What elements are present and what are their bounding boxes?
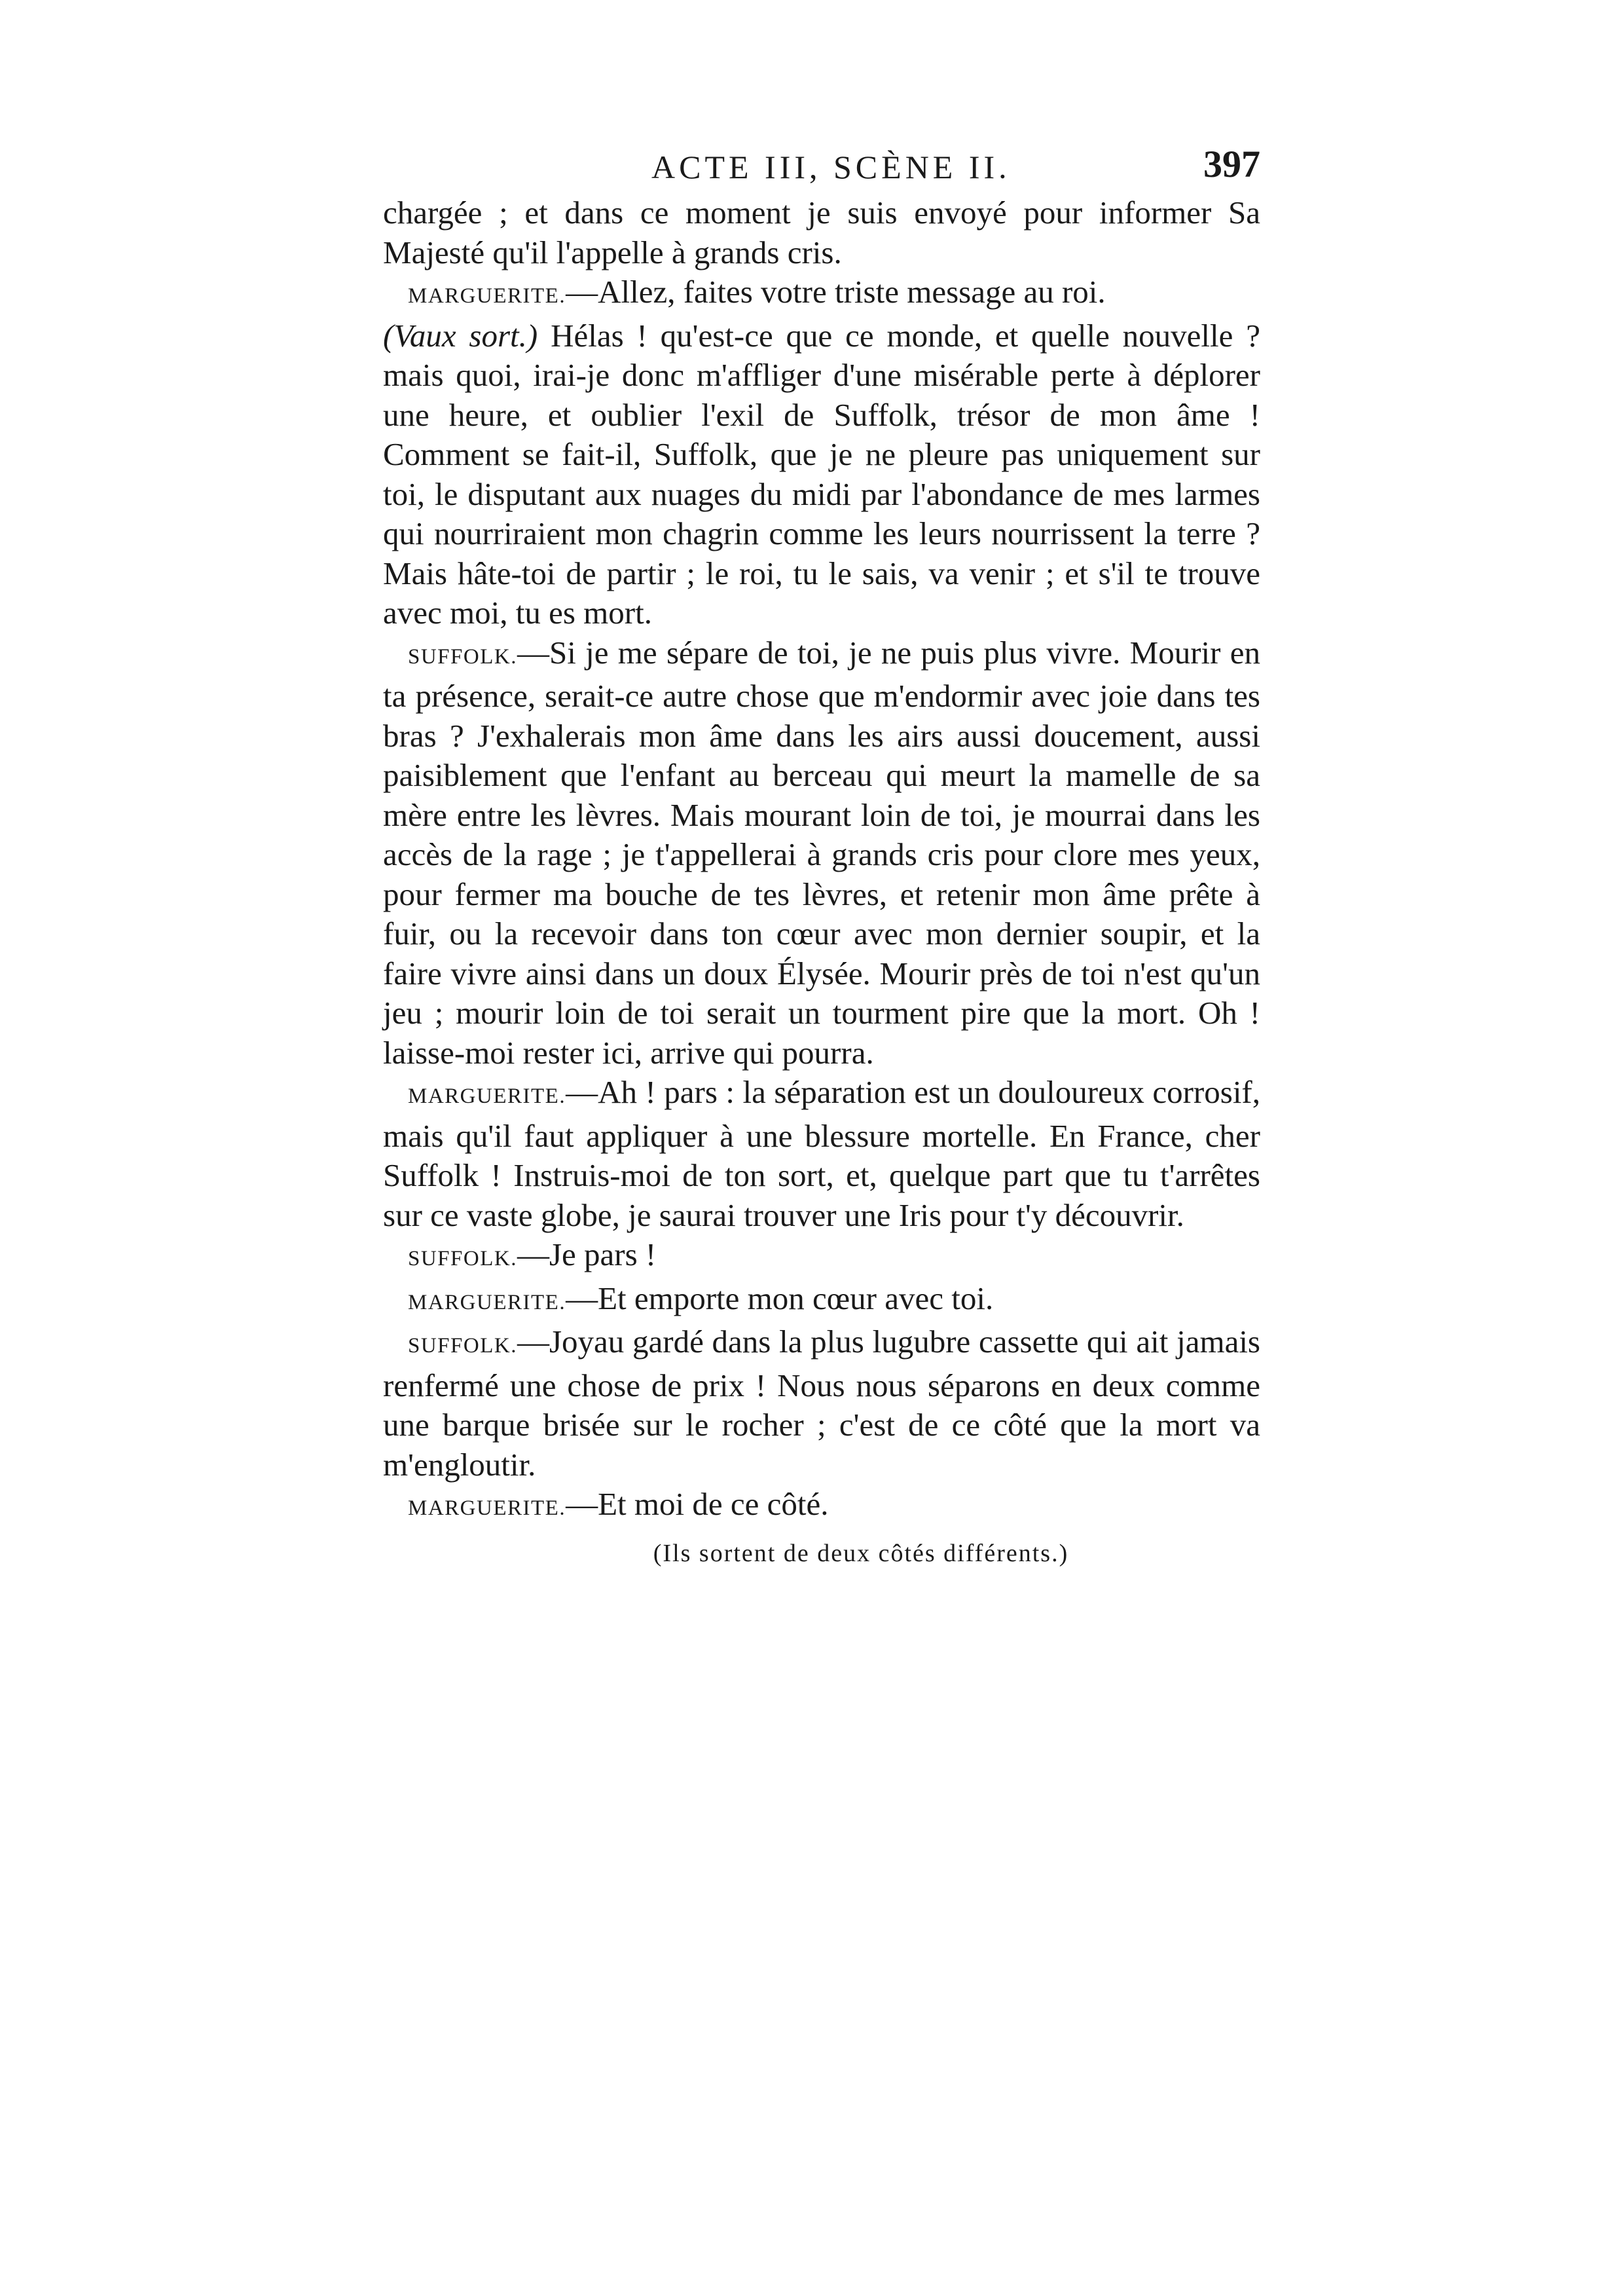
- speech-marguerite: [383, 1279, 1260, 1323]
- speaker-name: MARGUERITE.: [408, 1290, 566, 1314]
- speech-text: Hélas ! qu'est-ce que ce monde, et quelle nouvelle ? mais quoi, irai-je donc m'affliger d'une misérable perte à déplorer une heure, et oublier l'exil de Suffolk, trésor de mon âme ! Comment se fait-il, Suffolk, que je ne pleure pas uniquement sur toi, le disputant aux nuages du midi par l'abondance de mes larmes qui nourriraient mon chagrin comme les leurs nourrissent la terre ? Mais hâte-toi de partir ; le roi, tu le sais, va venir ; et s'il te trouve avec moi, tu es mort.: [383, 317, 1260, 631]
- running-title: ACTE III, SCÈNE II.: [651, 149, 1011, 185]
- speaker-name: SUFFOLK.: [408, 1334, 517, 1358]
- speech-suffolk: [383, 1322, 1260, 1485]
- speech-text: —Joyau gardé dans la plus lugubre cassette qui ait jamais renfermé une chose de prix ! Nous nous séparons en deux comme une barque brisée sur le rocher ; c'est de ce côté que la mort va m'engloutir.: [383, 1324, 1260, 1483]
- speech-text: —Et emporte mon cœur avec toi.: [566, 1280, 994, 1316]
- speech-suffolk: [383, 633, 1260, 1073]
- speaker-name: SUFFOLK.: [408, 644, 517, 669]
- speech-text: —Je pars !: [517, 1236, 657, 1272]
- running-head: [383, 141, 1260, 193]
- closing-stage-direction: (Ils sortent de deux côtés différents.): [653, 1539, 1069, 1567]
- speaker-name: SUFFOLK.: [408, 1247, 517, 1270]
- speaker-name: MARGUERITE.: [408, 1496, 566, 1520]
- page-number: 397: [1203, 143, 1260, 185]
- speaker-name: MARGUERITE.: [408, 1084, 566, 1108]
- speech-text: —Allez, faites votre triste message au roi.: [566, 274, 1106, 310]
- speech-marguerite: [383, 1073, 1260, 1235]
- stage-direction: (Vaux sort.): [383, 317, 538, 354]
- speaker-name: MARGUERITE.: [408, 284, 566, 308]
- speech-suffolk: [383, 1235, 1260, 1279]
- paragraph-text: chargée ; et dans ce moment je suis envoyé pour informer Sa Majesté qu'il l'appelle à grands cris.: [383, 194, 1260, 270]
- book-page: [383, 141, 1260, 1572]
- speech-marguerite: [383, 1485, 1260, 1528]
- speech-continuation: [383, 316, 1260, 633]
- paragraph-continuation: [383, 193, 1260, 272]
- body-text: [383, 193, 1260, 1528]
- speech-text: —Et moi de ce côté.: [566, 1486, 829, 1522]
- speech-text: —Ah ! pars : la séparation est un douloureux corrosif, mais qu'il faut appliquer à une blessure mortelle. En France, cher Suffolk ! Instruis-moi de ton sort, et, quelque part que tu t'arrêtes sur ce vaste globe, je saurai trouver une Iris pour t'y découvrir.: [383, 1074, 1260, 1233]
- speech-text: —Si je me sépare de toi, je ne puis plus vivre. Mourir en ta présence, serait-ce autre chose que m'endormir avec joie dans tes bras ? J'exhalerais mon âme dans les airs aussi doucement, aussi paisiblement que l'enfant au berceau qui meurt la mamelle de sa mère entre les lèvres. Mais mourant loin de toi, je mourrai dans les accès de la rage ; je t'appellerai à grands cris pour clore mes yeux, pour fermer ma bouche de tes lèvres, et retenir mon âme prête à fuir, ou la recevoir dans ton cœur avec mon dernier soupir, et la faire vivre ainsi dans un doux Élysée. Mourir près de toi n'est qu'un jeu ; mourir loin de toi serait un tourment pire que la mort. Oh ! laisse-moi rester ici, arrive qui pourra.: [383, 634, 1260, 1071]
- speech-marguerite: [383, 272, 1260, 316]
